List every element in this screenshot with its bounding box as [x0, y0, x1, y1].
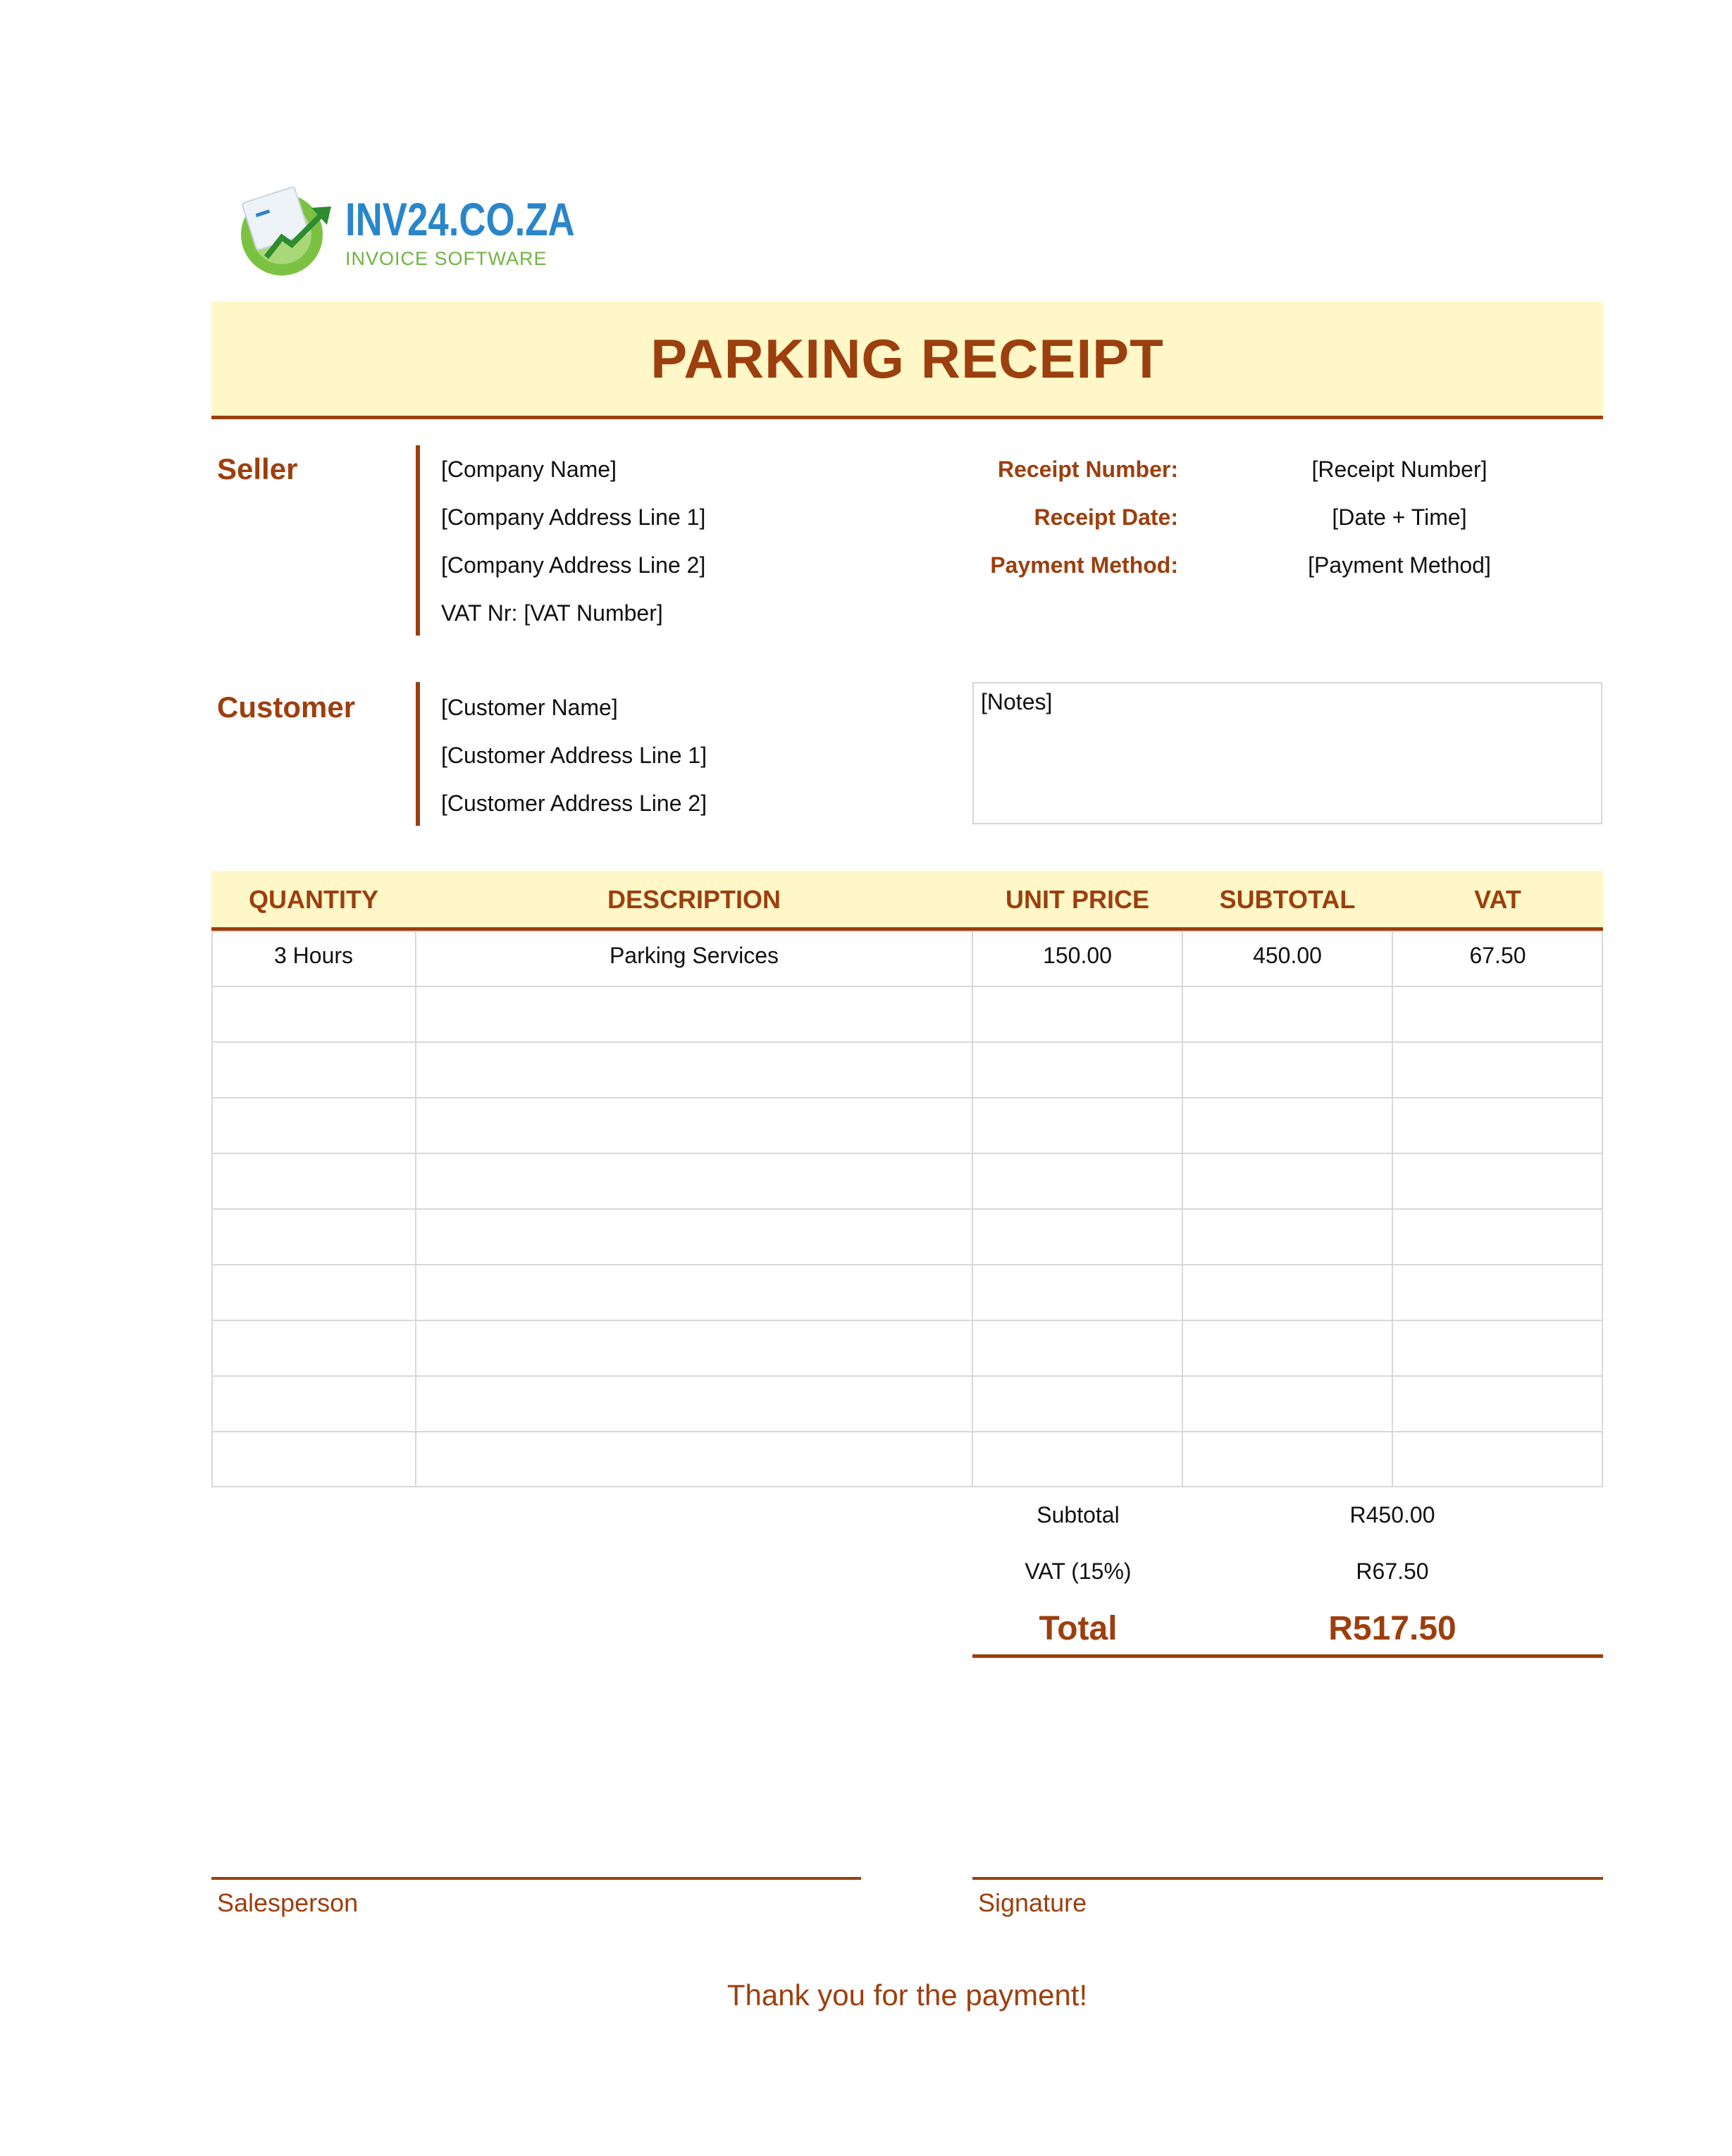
- column-header-quantity: QUANTITY: [249, 885, 378, 914]
- payment-method-value: [Payment Method]: [1308, 552, 1491, 578]
- customer-name: [Customer Name]: [441, 695, 618, 720]
- row-1-quantity: 3 Hours: [273, 943, 354, 968]
- column-header-vat: VAT: [1474, 885, 1521, 914]
- seller-address-line-1: [Company Address Line 1]: [441, 504, 706, 530]
- receipt-date-value: [Date + Time]: [1332, 504, 1467, 530]
- vat-value: R67.50: [1356, 1559, 1429, 1584]
- subtotal-value: R450.00: [1349, 1502, 1435, 1528]
- receipt-number-label: Receipt Number:: [997, 457, 1178, 482]
- total-underline: [972, 1654, 1603, 1658]
- page-title: PARKING RECEIPT: [650, 328, 1164, 390]
- logo: [233, 180, 575, 278]
- receipt-number-value: [Receipt Number]: [1311, 457, 1487, 482]
- row-divider: [211, 1041, 1603, 1043]
- row-divider: [211, 1264, 1603, 1265]
- salesperson-line: [211, 1877, 861, 1880]
- row-1-subtotal: 450.00: [1253, 943, 1322, 968]
- seller-divider: [416, 445, 420, 636]
- customer-address-line-1: [Customer Address Line 1]: [441, 743, 707, 768]
- row-divider: [211, 1097, 1603, 1098]
- receipt-date-label: Receipt Date:: [1034, 504, 1178, 530]
- logo-tagline: INVOICE SOFTWARE: [345, 248, 548, 269]
- thank-you-note: Thank you for the payment!: [726, 1978, 1088, 2012]
- seller-vat-number: VAT Nr: [VAT Number]: [441, 600, 663, 626]
- notes-box[interactable]: [972, 682, 1602, 824]
- row-divider: [211, 986, 1603, 987]
- total-value: R517.50: [1328, 1610, 1456, 1647]
- notes-text: [Notes]: [981, 689, 1053, 714]
- salesperson-label: Salesperson: [217, 1888, 359, 1917]
- row-divider: [211, 1153, 1603, 1154]
- vat-label: VAT (15%): [1025, 1559, 1132, 1584]
- payment-method-label: Payment Method:: [990, 552, 1178, 578]
- invoice-growth-arrow-icon: [233, 180, 338, 278]
- signature-line: [972, 1877, 1603, 1880]
- signature-label: Signature: [978, 1888, 1087, 1917]
- seller-address-line-2: [Company Address Line 2]: [441, 552, 706, 578]
- total-label: Total: [1039, 1610, 1118, 1647]
- seller-label: Seller: [217, 452, 298, 485]
- customer-address-line-2: [Customer Address Line 2]: [441, 791, 707, 816]
- column-header-unit-price: UNIT PRICE: [1005, 885, 1149, 914]
- logo-name: INV24.CO.ZA: [345, 193, 575, 245]
- seller-company-name: [Company Name]: [441, 457, 617, 482]
- column-header-subtotal: SUBTOTAL: [1219, 885, 1356, 914]
- column-header-description: DESCRIPTION: [607, 885, 781, 914]
- row-divider: [211, 1431, 1603, 1432]
- row-divider: [211, 1208, 1603, 1210]
- row-1-unit-price: 150.00: [1043, 943, 1112, 968]
- customer-divider: [416, 682, 420, 826]
- row-divider: [211, 1320, 1603, 1321]
- row-1-vat: 67.50: [1469, 943, 1526, 968]
- subtotal-label: Subtotal: [1037, 1502, 1120, 1528]
- customer-label: Customer: [217, 690, 356, 724]
- row-divider: [211, 1375, 1603, 1377]
- row-1-description: Parking Services: [609, 943, 779, 968]
